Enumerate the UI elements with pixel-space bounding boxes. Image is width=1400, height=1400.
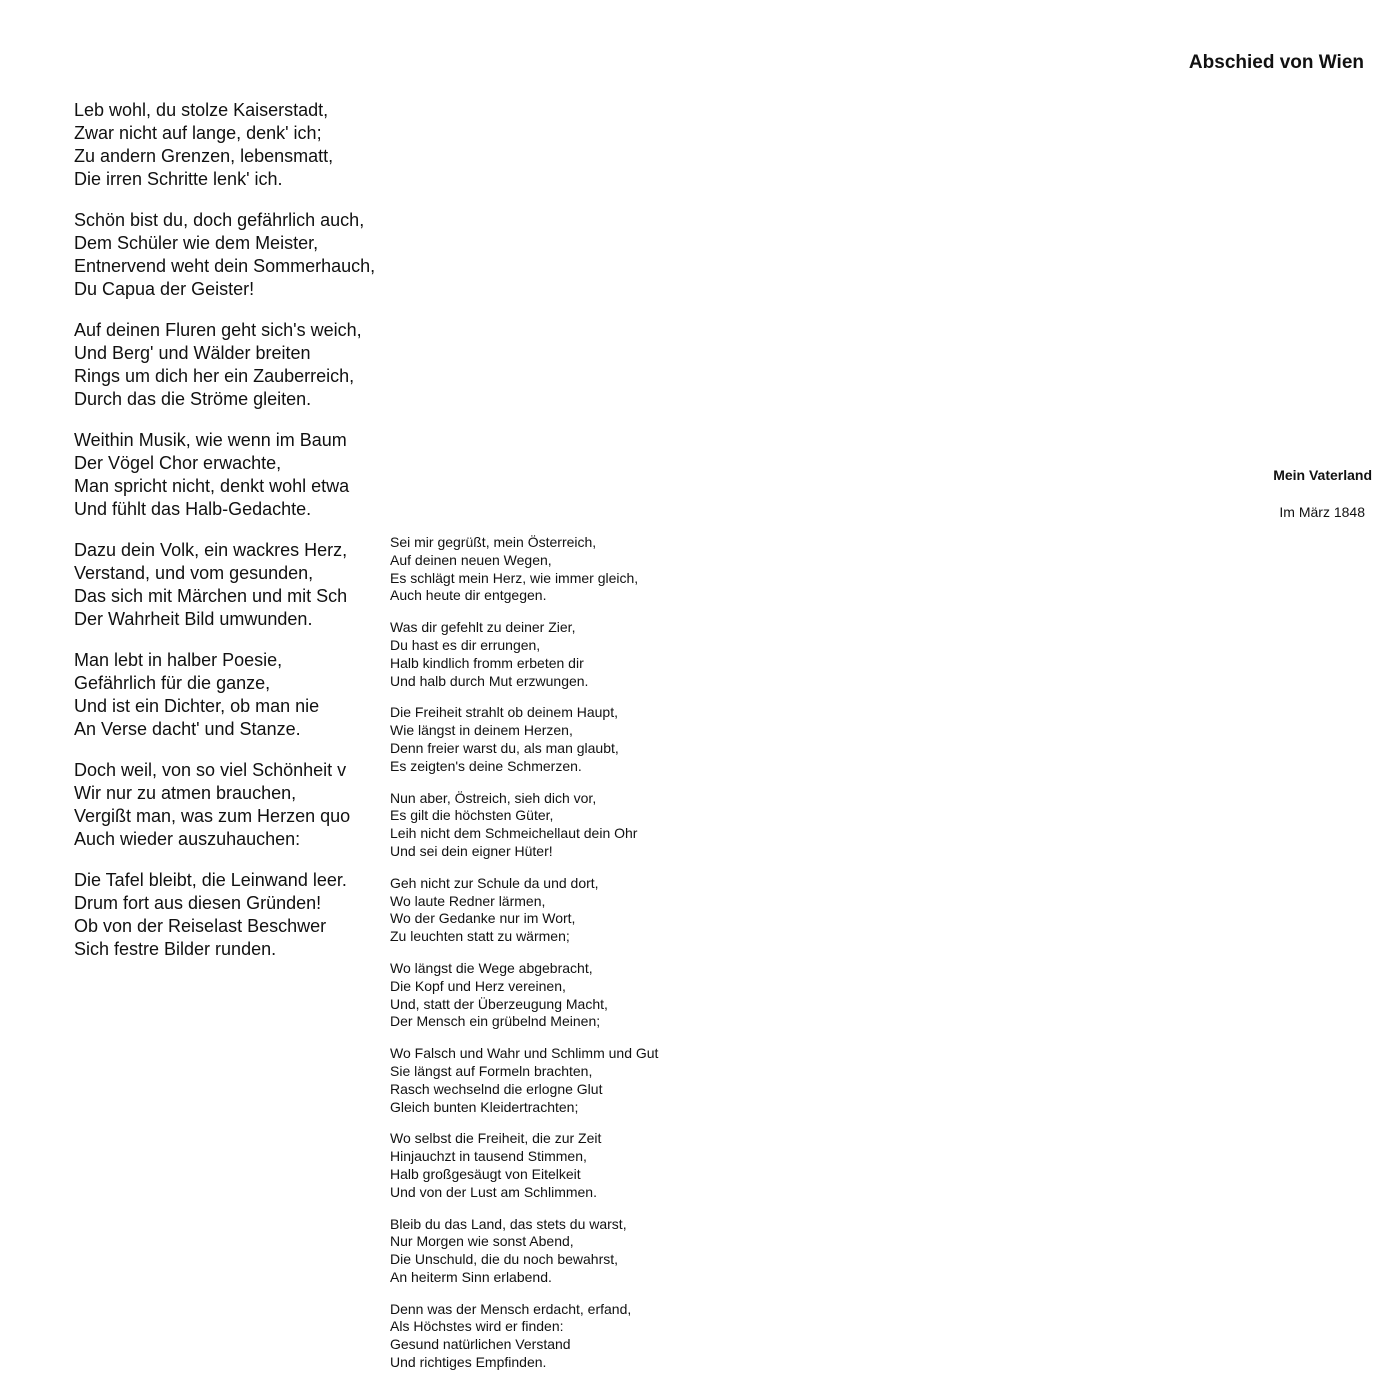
verse-line: Ob von der Reiselast Beschwer (74, 916, 327, 936)
verse-line: Der Vögel Chor erwachte, (74, 453, 282, 473)
stanza (390, 1130, 690, 1201)
verse-line: Verstand, und vom gesunden, (74, 563, 314, 583)
verse-line: Was dir gefehlt zu deiner Zier, (390, 619, 576, 636)
verse-line: Drum fort aus diesen Gründen! (74, 893, 322, 913)
verse-line: Leih nicht dem Schmeichellaut dein Ohr (390, 825, 638, 842)
verse-line: Geh nicht zur Schule da und dort, (390, 874, 599, 891)
verse-line: Halb großgesäugt von Eitelkeit (390, 1165, 581, 1182)
verse-line: Denn freier warst du, als man glaubt, (390, 739, 619, 756)
verse-line: Der Wahrheit Bild umwunden. (74, 609, 313, 629)
verse-line: Hinjauchzt in tausend Stimmen, (390, 1148, 587, 1165)
verse-line: An heiterm Sinn erlabend. (390, 1268, 552, 1285)
verse-line: Nun aber, Östreich, sieh dich vor, (390, 789, 597, 806)
poem-mein-vaterland (390, 534, 690, 1386)
verse-line: Die Tafel bleibt, die Leinwand leer. (74, 870, 347, 890)
stanza (74, 869, 356, 961)
verse-line: Und halb durch Mut erzwungen. (390, 672, 589, 689)
verse-line: Und fühlt das Halb-Gedachte. (74, 499, 312, 519)
verse-line: Und Berg' und Wälder breiten (74, 343, 311, 363)
verse-line: Dazu dein Volk, ein wackres Herz, (74, 540, 348, 560)
verse-line: Leb wohl, du stolze Kaiserstadt, (74, 100, 329, 120)
verse-line: Wo Falsch und Wahr und Schlimm und Gut (390, 1045, 659, 1062)
verse-line: Auf deinen neuen Wegen, (390, 551, 552, 568)
stanza (390, 960, 690, 1031)
stanza (390, 790, 690, 861)
poem-title-abschied-von-wien: Abschied von Wien (1188, 52, 1364, 73)
verse-line: An Verse dacht' und Stanze. (74, 719, 301, 739)
stanza (390, 704, 690, 775)
verse-line: Es zeigten's deine Schmerzen. (390, 757, 582, 774)
verse-line: Du Capua der Geister! (74, 279, 255, 299)
verse-line: Es schlägt mein Herz, wie immer gleich, (390, 569, 639, 586)
verse-line: Vergißt man, was zum Herzen quo (74, 806, 351, 826)
verse-line: Du hast es dir errungen, (390, 636, 541, 653)
verse-line: Man spricht nicht, denkt wohl etwa (74, 476, 350, 496)
poem-abschied-von-wien (74, 99, 404, 979)
verse-line: Rasch wechselnd die erlogne Glut (390, 1080, 603, 1097)
stanza (390, 1216, 690, 1287)
stanza (74, 99, 404, 191)
stanza (390, 534, 690, 605)
stanza (74, 759, 356, 851)
verse-line: Wo der Gedanke nur im Wort, (390, 910, 576, 927)
stanza (74, 539, 356, 631)
verse-line: Und richtiges Empfinden. (390, 1354, 547, 1371)
verse-line: Als Höchstes wird er finden: (390, 1318, 564, 1335)
verse-line: Zu leuchten statt zu wärmen; (390, 928, 570, 945)
verse-line: Wir nur zu atmen brauchen, (74, 783, 297, 803)
verse-line: Wo laute Redner lärmen, (390, 892, 546, 909)
verse-line: Zwar nicht auf lange, denk' ich; (74, 123, 322, 143)
verse-line: Halb kindlich fromm erbeten dir (390, 654, 584, 671)
verse-line: Und von der Lust am Schlimmen. (390, 1183, 597, 1200)
poem-subtitle-date: Im März 1848 (1279, 504, 1365, 520)
stanza (74, 649, 356, 741)
verse-line: Die irren Schritte lenk' ich. (74, 169, 283, 189)
verse-line: Doch weil, von so viel Schönheit v (74, 760, 347, 780)
poem-title-mein-vaterland: Mein Vaterland (1273, 467, 1372, 483)
verse-line: Bleib du das Land, das stets du warst, (390, 1215, 627, 1232)
verse-line: Man lebt in halber Poesie, (74, 650, 283, 670)
verse-line: Wo selbst die Freiheit, die zur Zeit (390, 1130, 602, 1147)
verse-line: Gefährlich für die ganze, (74, 673, 271, 693)
stanza (390, 1045, 690, 1116)
verse-line: Und sei dein eigner Hüter! (390, 842, 553, 859)
verse-line: Sich festre Bilder runden. (74, 939, 277, 959)
verse-line: Auch heute dir entgegen. (390, 587, 547, 604)
verse-line: Die Unschuld, die du noch bewahrst, (390, 1251, 619, 1268)
verse-line: Es gilt die höchsten Güter, (390, 807, 554, 824)
stanza (390, 875, 690, 946)
verse-line: Das sich mit Märchen und mit Sch (74, 586, 348, 606)
verse-line: Entnervend weht dein Sommerhauch, (74, 256, 376, 276)
verse-line: Rings um dich her ein Zauberreich, (74, 366, 355, 386)
verse-line: Gleich bunten Kleidertrachten; (390, 1098, 579, 1115)
stanza (390, 1301, 690, 1372)
verse-line: Dem Schüler wie dem Meister, (74, 233, 319, 253)
verse-line: Wo längst die Wege abgebracht, (390, 959, 593, 976)
verse-line: Nur Morgen wie sonst Abend, (390, 1233, 574, 1250)
verse-line: Denn was der Mensch erdacht, erfand, (390, 1300, 632, 1317)
verse-line: Sie längst auf Formeln brachten, (390, 1062, 593, 1079)
verse-line: Und ist ein Dichter, ob man nie (74, 696, 320, 716)
verse-line: Die Freiheit strahlt ob deinem Haupt, (390, 704, 618, 721)
verse-line: Wie längst in deinem Herzen, (390, 722, 573, 739)
verse-line: Schön bist du, doch gefährlich auch, (74, 210, 365, 230)
verse-line: Auch wieder auszuhauchen: (74, 829, 301, 849)
verse-line: Der Mensch ein grübelnd Meinen; (390, 1013, 601, 1030)
verse-line: Und, statt der Überzeugung Macht, (390, 995, 608, 1012)
verse-line: Gesund natürlichen Verstand (390, 1336, 571, 1353)
verse-line: Die Kopf und Herz vereinen, (390, 977, 566, 994)
stanza (74, 429, 356, 521)
verse-line: Weithin Musik, wie wenn im Baum (74, 430, 347, 450)
verse-line: Zu andern Grenzen, lebensmatt, (74, 146, 334, 166)
stanza (390, 619, 690, 690)
stanza (74, 319, 404, 411)
stanza (74, 209, 404, 301)
verse-line: Durch das die Ströme gleiten. (74, 389, 312, 409)
verse-line: Auf deinen Fluren geht sich's weich, (74, 320, 362, 340)
verse-line: Sei mir gegrüßt, mein Österreich, (390, 534, 597, 550)
